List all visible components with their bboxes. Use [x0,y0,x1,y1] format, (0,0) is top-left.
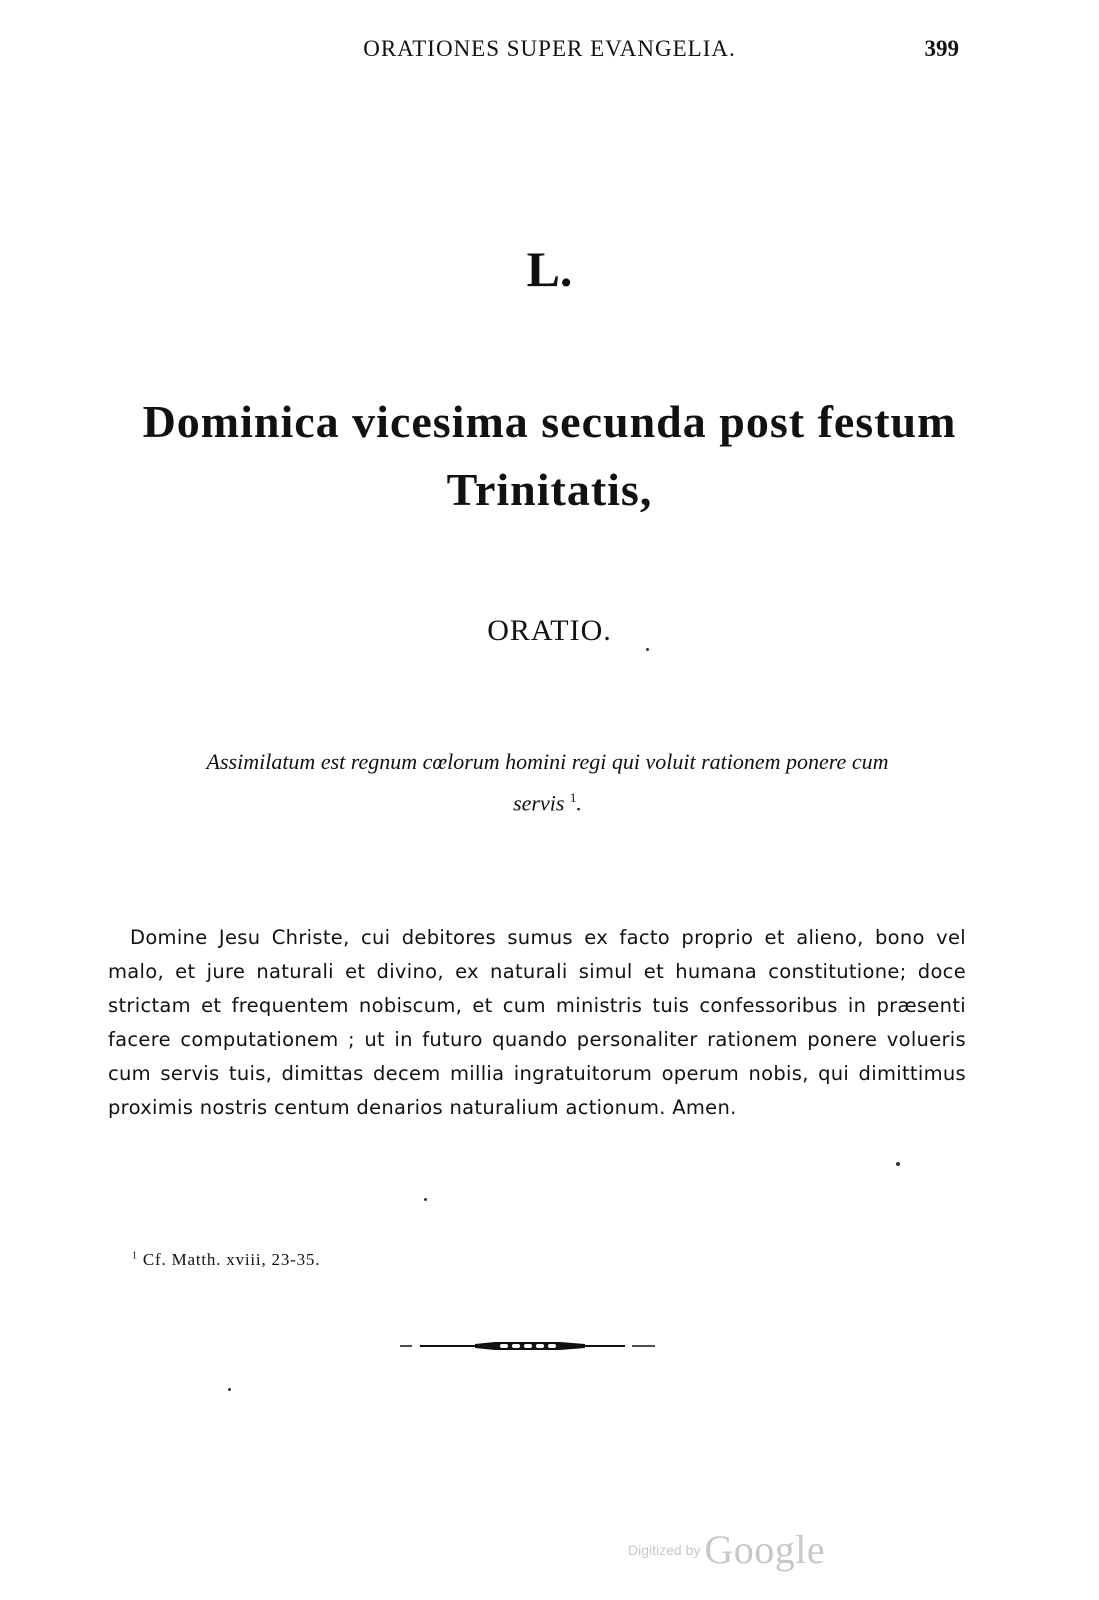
print-speck [646,648,649,651]
epigraph-end: . [576,790,582,816]
running-title: ORATIONES SUPER EVANGELIA. [363,36,736,61]
footnote-mark: 1 [132,1250,138,1262]
prayer-text: Domine Jesu Christe, cui debitores sumus ex facto proprio et alieno, bono vel malo, et jure naturali et divino, ex naturali simul et humana constitutione; doce strictam et frequentem nobiscum, et cum ministris tuis confessoribus in præsenti facere computationem ; ut in futuro quando personaliter rationem ponere volueris cum servis tuis, dimittas decem millia ingratuitorum operum nobis, qui dimittimus proximis nostris centum denarios naturalium actionum. Amen. [108,926,966,1119]
print-speck [228,1388,231,1391]
footnote-text: Cf. Matth. xviii, 23-35. [142,1250,321,1269]
digitized-watermark [628,1526,825,1573]
epigraph-line-1: Assimilatum est regnum cœlorum homini regi qui voluit rationem ponere cum [206,749,889,774]
print-speck [424,1198,427,1201]
chapter-title-line-2: Trinitatis, [446,464,653,515]
section-number: L. [526,241,573,297]
epigraph-line-2-text: servis [513,790,565,816]
epigraph-line-2 [125,780,970,821]
epigraph [125,744,970,821]
end-ornament [400,1339,655,1353]
footnote [132,1250,320,1270]
chapter-title [100,388,999,524]
page-number: 399 [924,36,959,61]
oratio-heading: ORATIO. [487,614,612,647]
google-logo: Google [704,1527,826,1572]
watermark-prefix: Digitized by [628,1542,701,1558]
print-speck [896,1162,900,1166]
chapter-title-line-1: Dominica vicesima secunda post festum [142,396,957,447]
epigraph-note-mark: 1 [569,790,577,805]
